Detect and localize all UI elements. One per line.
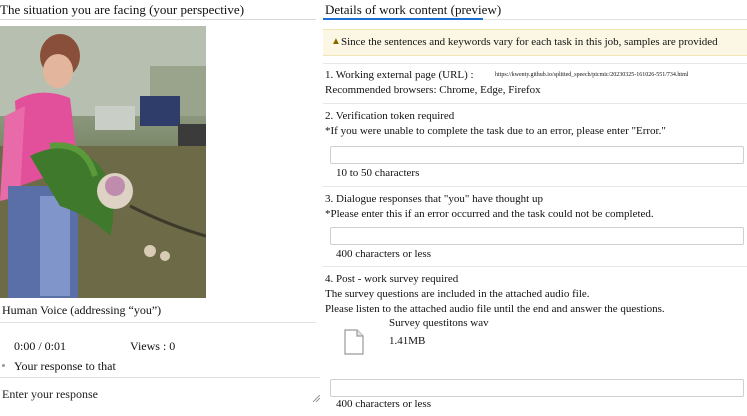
divider (323, 266, 747, 267)
section-3-title: 3. Dialogue responses that "you" have thought up (325, 193, 543, 205)
work-details-title: Details of work content (preview) (325, 2, 502, 17)
divider (323, 186, 747, 187)
response-label: Your response to that (14, 359, 116, 373)
audio-time: 0:00 / 0:01 (14, 339, 67, 353)
active-tab-indicator (323, 18, 483, 20)
situation-photo (0, 26, 206, 298)
recommended-browsers: Recommended browsers: Chrome, Edge, Firefox (325, 84, 541, 96)
divider (0, 377, 320, 378)
external-page-link[interactable]: https://kwenty.github.io/splitted_speech/picmic/20230325-161026-551/734.html (495, 72, 689, 78)
survey-length-hint: 400 characters or less (336, 398, 431, 410)
section-2-title: 2. Verification token required (325, 110, 455, 122)
section-3-note: *Please enter this if an error occurred and the task could not be completed. (325, 208, 654, 220)
token-length-hint: 10 to 50 characters (336, 167, 420, 179)
attachment-file-name[interactable]: Survey questitons wav (389, 317, 489, 329)
divider (323, 103, 747, 104)
section-4-line-1: The survey questions are included in the attached audio file. (325, 288, 590, 300)
situation-title: The situation you are facing (your perspective) (0, 2, 245, 17)
response-input[interactable] (0, 380, 320, 408)
attachment-file-size: 1.41MB (389, 335, 426, 347)
section-1-title: 1. Working external page (URL) : (325, 69, 474, 81)
section-2-note: *If you were unable to complete the task due to an error, please enter "Error." (325, 125, 666, 137)
divider (0, 322, 316, 323)
bullet-icon (2, 364, 5, 367)
survey-answer-input[interactable] (330, 379, 744, 397)
response-length-hint: 400 characters or less (336, 248, 431, 260)
divider (323, 63, 747, 64)
section-4-line-2: Please listen to the attached audio file until the end and answer the questions. (325, 303, 665, 315)
verification-token-input[interactable] (330, 146, 744, 164)
resize-grip-icon[interactable] (313, 395, 320, 402)
notice-text: Since the sentences and keywords vary for each task in this job, samples are provided (341, 36, 718, 48)
divider (0, 19, 316, 20)
human-voice-label: Human Voice (addressing “you”) (2, 303, 162, 317)
dialogue-response-input[interactable] (330, 227, 744, 245)
section-4-title: 4. Post - work survey required (325, 273, 459, 285)
file-icon[interactable] (344, 329, 364, 355)
warning-icon: ▲ (331, 36, 341, 47)
views-count: Views : 0 (130, 339, 176, 353)
